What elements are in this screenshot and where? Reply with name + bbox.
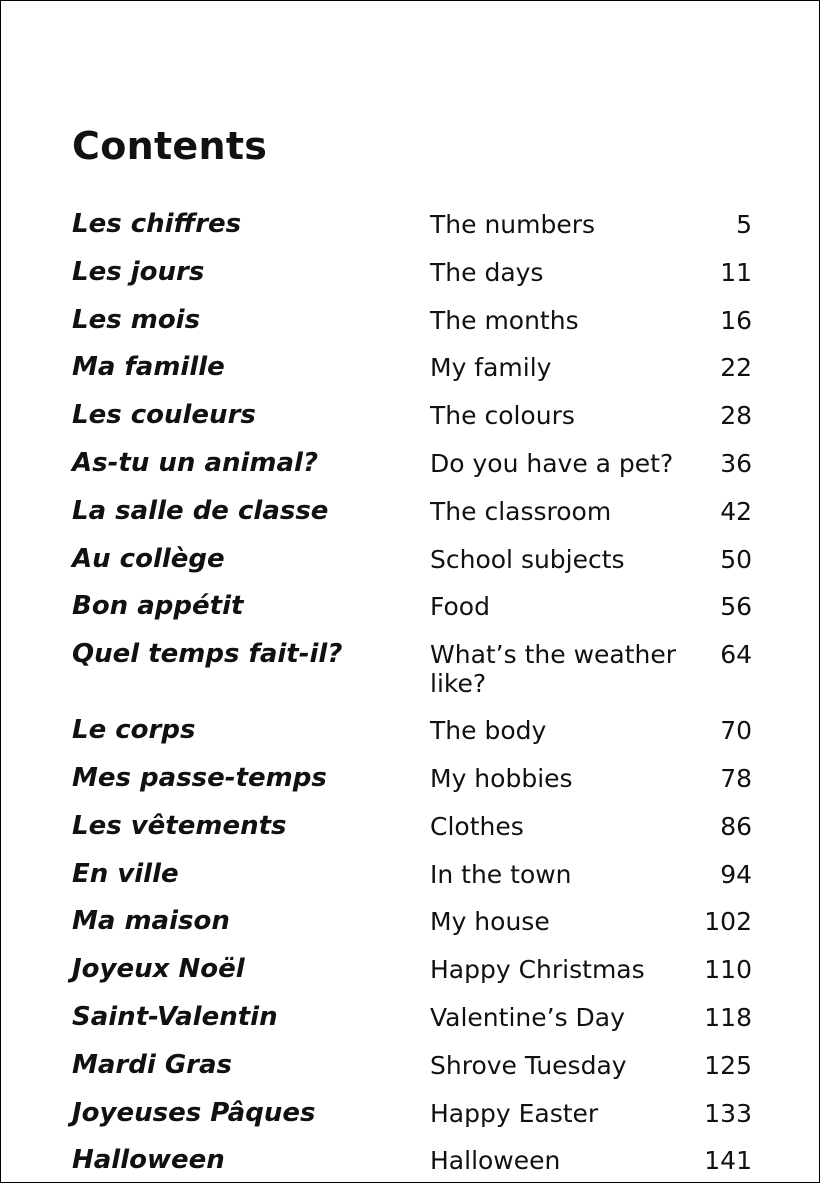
french-title: Saint-Valentin	[72, 1001, 278, 1032]
french-title: Joyeuses Pâques	[72, 1097, 316, 1128]
english-title: School subjects	[430, 544, 625, 574]
english-title: Food	[430, 592, 490, 622]
contents-entry[interactable]	[72, 392, 752, 440]
page-number: 118	[704, 1002, 752, 1032]
contents-entry[interactable]	[72, 249, 752, 297]
page-number: 133	[704, 1098, 752, 1128]
english-title: My family	[430, 353, 552, 383]
french-title: En ville	[72, 858, 179, 889]
french-title: Au collège	[72, 543, 225, 574]
contents-entry[interactable]	[72, 994, 752, 1042]
page-number: 42	[720, 496, 752, 526]
french-title: As-tu un animal?	[72, 447, 319, 478]
english-title: Shrove Tuesday	[430, 1050, 627, 1080]
french-title: Les mois	[72, 304, 201, 335]
english-title: What’s the weather like?	[430, 640, 677, 699]
page-title: Contents	[72, 124, 268, 168]
english-title: The body	[430, 716, 547, 746]
french-title: Bon appétit	[72, 591, 244, 622]
page-number: 22	[720, 353, 752, 383]
contents-entry[interactable]	[72, 1137, 752, 1183]
page-number: 110	[704, 955, 752, 985]
contents-entry[interactable]	[72, 1042, 752, 1090]
contents-entry[interactable]	[72, 297, 752, 345]
english-title: Clothes	[430, 811, 524, 841]
contents-entry[interactable]	[72, 707, 752, 755]
page-number: 56	[720, 592, 752, 622]
english-title: The numbers	[430, 210, 596, 239]
french-title: Le corps	[72, 715, 196, 746]
page-number: 5	[736, 210, 752, 239]
english-title: The days	[430, 257, 544, 287]
contents-entry[interactable]	[72, 440, 752, 488]
english-title: In the town	[430, 859, 572, 889]
page-number: 78	[720, 763, 752, 793]
contents-entry[interactable]	[72, 201, 752, 249]
english-title: Do you have a pet?	[430, 448, 674, 478]
french-title: Halloween	[72, 1145, 225, 1176]
english-title: The classroom	[430, 496, 612, 526]
french-title: Les jours	[72, 256, 205, 287]
page-number: 70	[720, 716, 752, 746]
english-title: My house	[430, 907, 550, 937]
french-title: Joyeux Noël	[72, 954, 245, 985]
contents-list	[72, 201, 752, 1183]
contents-entry[interactable]	[72, 1090, 752, 1138]
french-title: Mardi Gras	[72, 1049, 232, 1080]
french-title: Mes passe-temps	[72, 762, 327, 793]
english-title: Happy Christmas	[430, 955, 645, 985]
contents-entry[interactable]	[72, 803, 752, 851]
french-title: Ma famille	[72, 352, 225, 383]
contents-entry[interactable]	[72, 631, 752, 707]
page-number: 141	[704, 1146, 752, 1176]
french-title: Quel temps fait-il?	[72, 639, 343, 670]
french-title: Ma maison	[72, 906, 230, 937]
english-title: My hobbies	[430, 763, 573, 793]
english-title: Happy Easter	[430, 1098, 599, 1128]
page-number: 50	[720, 544, 752, 574]
french-title: La salle de classe	[72, 495, 329, 526]
contents-entry[interactable]	[72, 946, 752, 994]
page-number: 86	[720, 811, 752, 841]
french-title: Les vêtements	[72, 810, 287, 841]
contents-entry[interactable]	[72, 583, 752, 631]
contents-entry[interactable]	[72, 755, 752, 803]
english-title: The months	[430, 305, 579, 335]
contents-entry[interactable]	[72, 488, 752, 536]
page-number: 102	[704, 907, 752, 937]
page-number: 36	[720, 448, 752, 478]
french-title: Les chiffres	[72, 209, 242, 239]
page-number: 11	[720, 257, 752, 287]
french-title: Les couleurs	[72, 400, 256, 431]
contents-entry[interactable]	[72, 344, 752, 392]
page-number: 28	[720, 401, 752, 431]
english-title: The colours	[430, 401, 575, 431]
english-title: Halloween	[430, 1146, 561, 1176]
contents-entry[interactable]	[72, 898, 752, 946]
page-number: 125	[704, 1050, 752, 1080]
page-number: 16	[720, 305, 752, 335]
page-number: 64	[720, 640, 752, 670]
english-title: Valentine’s Day	[430, 1002, 625, 1032]
contents-entry[interactable]	[72, 536, 752, 584]
page-number: 94	[720, 859, 752, 889]
contents-entry[interactable]	[72, 851, 752, 899]
